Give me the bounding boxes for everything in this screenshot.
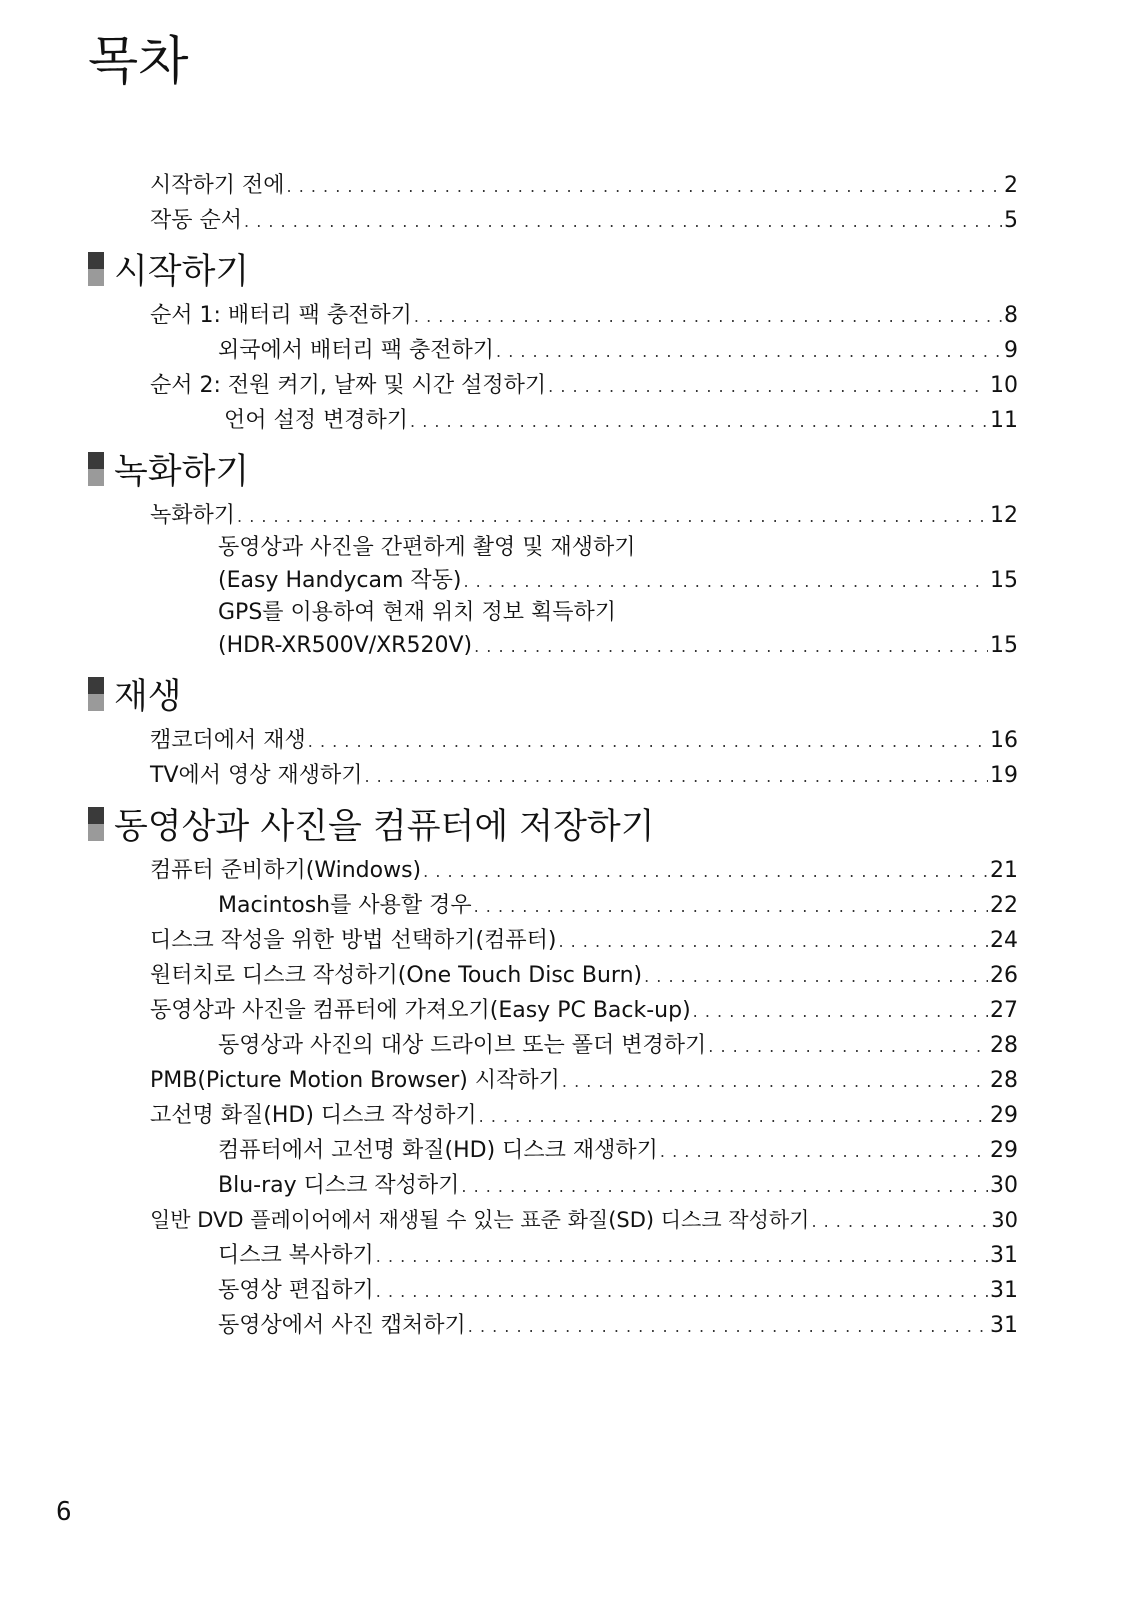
section-heading-label: 동영상과 사진을 컴퓨터에 저장하기 bbox=[114, 807, 655, 847]
toc-entry-label: 컴퓨터에서 고선명 화질(HD) 디스크 재생하기 bbox=[218, 1138, 658, 1163]
toc-entry-page: 31 bbox=[990, 1313, 1018, 1338]
section-marker-icon bbox=[88, 252, 104, 286]
toc-entry-page: 8 bbox=[1004, 303, 1018, 328]
toc-entry-page: 12 bbox=[990, 503, 1018, 528]
toc-entry-label: 고선명 화질(HD) 디스크 작성하기 bbox=[150, 1103, 477, 1128]
toc-entry-page: 16 bbox=[990, 728, 1018, 753]
toc-entry[interactable] bbox=[150, 723, 1018, 758]
toc-entry[interactable] bbox=[150, 203, 1018, 238]
dot-leader bbox=[693, 994, 988, 1029]
toc-entry-page: 15 bbox=[990, 633, 1018, 658]
toc-entry-page: 31 bbox=[990, 1278, 1018, 1303]
toc-entry-label: 원터치로 디스크 작성하기(One Touch Disc Burn) bbox=[150, 963, 643, 988]
toc-subentry[interactable] bbox=[150, 333, 1018, 368]
toc-subentry[interactable] bbox=[150, 1273, 1018, 1308]
toc-entry[interactable] bbox=[150, 758, 1018, 793]
dot-leader bbox=[244, 204, 1002, 239]
dot-leader bbox=[365, 759, 989, 794]
dot-leader bbox=[558, 924, 988, 959]
page-title: 목차 bbox=[88, 32, 189, 92]
toc-subentry[interactable] bbox=[150, 598, 1018, 663]
toc-entry-label: 순서 1: 배터리 팩 충전하기 bbox=[150, 303, 412, 328]
toc-entry-label: 캠코더에서 재생 bbox=[150, 728, 306, 753]
section-marker-icon bbox=[88, 677, 104, 711]
dot-leader bbox=[376, 1239, 988, 1274]
dot-leader bbox=[410, 404, 988, 439]
toc-entry-page: 24 bbox=[990, 928, 1018, 953]
toc-entry-page: 29 bbox=[990, 1138, 1018, 1163]
dot-leader bbox=[237, 499, 988, 534]
dot-leader bbox=[463, 564, 988, 599]
toc-entry[interactable] bbox=[150, 498, 1018, 533]
toc-entry-label: 컴퓨터 준비하기(Windows) bbox=[150, 858, 422, 883]
toc-entry[interactable] bbox=[150, 923, 1018, 958]
toc-entry-page: 30 bbox=[990, 1173, 1018, 1198]
toc-entry-label: 작동 순서 bbox=[150, 208, 243, 233]
toc-entry-page: 10 bbox=[990, 373, 1018, 398]
section-heading-label: 재생 bbox=[114, 677, 182, 717]
page-number: 6 bbox=[56, 1497, 72, 1527]
toc-entry-label: 순서 2: 전원 켜기, 날짜 및 시간 설정하기 bbox=[150, 373, 547, 398]
toc-entry-label: PMB(Picture Motion Browser) 시작하기 bbox=[150, 1068, 560, 1093]
toc-subentry[interactable] bbox=[150, 1168, 1018, 1203]
section-marker-icon bbox=[88, 452, 104, 486]
dot-leader bbox=[644, 959, 988, 994]
dot-leader bbox=[474, 629, 988, 664]
dot-leader bbox=[308, 724, 988, 759]
dot-leader bbox=[287, 169, 1002, 204]
dot-leader bbox=[660, 1134, 988, 1169]
toc-entry[interactable] bbox=[150, 958, 1018, 993]
toc-entry-page: 22 bbox=[990, 893, 1018, 918]
dot-leader bbox=[479, 1099, 988, 1134]
toc-subentry[interactable] bbox=[150, 1238, 1018, 1273]
toc-entry[interactable] bbox=[150, 1203, 1018, 1238]
toc-entry-page: 28 bbox=[990, 1033, 1018, 1058]
toc-entry-page: 26 bbox=[990, 963, 1018, 988]
dot-leader bbox=[548, 369, 988, 404]
toc-entry-label-line1: GPS를 이용하여 현재 위치 정보 획득하기 bbox=[218, 600, 617, 625]
dot-leader bbox=[496, 334, 1002, 369]
toc-entry-page: 5 bbox=[1004, 208, 1018, 233]
table-of-contents bbox=[114, 168, 1018, 1343]
toc-subentry[interactable] bbox=[150, 533, 1018, 598]
toc-entry[interactable] bbox=[150, 853, 1018, 888]
toc-entry-label: 동영상 편집하기 bbox=[218, 1278, 374, 1303]
toc-entry-label: 동영상과 사진을 컴퓨터에 가져오기(Easy PC Back-up) bbox=[150, 998, 691, 1023]
section-marker-icon bbox=[88, 807, 104, 841]
toc-entry-label: 언어 설정 변경하기 bbox=[224, 408, 409, 433]
dot-leader bbox=[468, 1309, 988, 1344]
toc-subentry[interactable] bbox=[150, 1308, 1018, 1343]
toc-entry-label: Blu-ray 디스크 작성하기 bbox=[218, 1173, 460, 1198]
toc-subentry[interactable] bbox=[150, 1133, 1018, 1168]
toc-entry-page: 27 bbox=[990, 998, 1018, 1023]
toc-entry-page: 11 bbox=[990, 408, 1018, 433]
toc-entry-label: 동영상과 사진의 대상 드라이브 또는 폴더 변경하기 bbox=[218, 1033, 707, 1058]
toc-entry-label: 디스크 복사하기 bbox=[218, 1243, 374, 1268]
toc-entry-page: 9 bbox=[1004, 338, 1018, 363]
toc-entry-label: 외국에서 배터리 팩 충전하기 bbox=[218, 338, 495, 363]
section-heading bbox=[88, 795, 1018, 853]
dot-leader bbox=[811, 1204, 989, 1239]
toc-subentry[interactable] bbox=[150, 888, 1018, 923]
toc-entry-page: 31 bbox=[990, 1243, 1018, 1268]
toc-entry-label: (HDR-XR500V/XR520V) bbox=[218, 633, 473, 658]
toc-entry[interactable] bbox=[150, 168, 1018, 203]
toc-subentry[interactable] bbox=[150, 403, 1018, 438]
dot-leader bbox=[708, 1029, 988, 1064]
toc-entry-label-line1: 동영상과 사진을 간편하게 촬영 및 재생하기 bbox=[218, 535, 636, 560]
dot-leader bbox=[562, 1064, 988, 1099]
section-heading bbox=[88, 665, 1018, 723]
toc-entry-label: 동영상에서 사진 캡처하기 bbox=[218, 1313, 466, 1338]
toc-entry-label: 녹화하기 bbox=[150, 503, 236, 528]
dot-leader bbox=[461, 1169, 988, 1204]
toc-entry-page: 28 bbox=[990, 1068, 1018, 1093]
section-heading bbox=[88, 440, 1018, 498]
dot-leader bbox=[474, 889, 988, 924]
section-heading-label: 시작하기 bbox=[114, 252, 250, 292]
toc-entry[interactable] bbox=[150, 993, 1018, 1028]
dot-leader bbox=[423, 854, 988, 889]
toc-entry[interactable] bbox=[150, 298, 1018, 333]
toc-entry-page: 21 bbox=[990, 858, 1018, 883]
toc-entry-label: Macintosh를 사용할 경우 bbox=[218, 893, 472, 918]
toc-entry[interactable] bbox=[150, 1063, 1018, 1098]
toc-entry-page: 15 bbox=[990, 568, 1018, 593]
toc-entry[interactable] bbox=[150, 1098, 1018, 1133]
dot-leader bbox=[414, 299, 1002, 334]
toc-entry[interactable] bbox=[150, 368, 1018, 403]
toc-entry-page: 30 bbox=[991, 1208, 1018, 1232]
toc-entry-page: 2 bbox=[1004, 173, 1018, 198]
toc-entry-label: 시작하기 전에 bbox=[150, 173, 285, 198]
toc-entry-label: (Easy Handycam 작동) bbox=[218, 568, 462, 593]
toc-entry-label: 일반 DVD 플레이어에서 재생될 수 있는 표준 화질(SD) 디스크 작성하기 bbox=[150, 1208, 810, 1232]
section-heading bbox=[88, 240, 1018, 298]
toc-entry-label: 디스크 작성을 위한 방법 선택하기(컴퓨터) bbox=[150, 928, 557, 953]
toc-entry-page: 19 bbox=[990, 763, 1018, 788]
toc-entry-label: TV에서 영상 재생하기 bbox=[150, 763, 363, 788]
section-heading-label: 녹화하기 bbox=[114, 452, 250, 492]
dot-leader bbox=[376, 1274, 988, 1309]
toc-entry-page: 29 bbox=[990, 1103, 1018, 1128]
toc-subentry[interactable] bbox=[150, 1028, 1018, 1063]
